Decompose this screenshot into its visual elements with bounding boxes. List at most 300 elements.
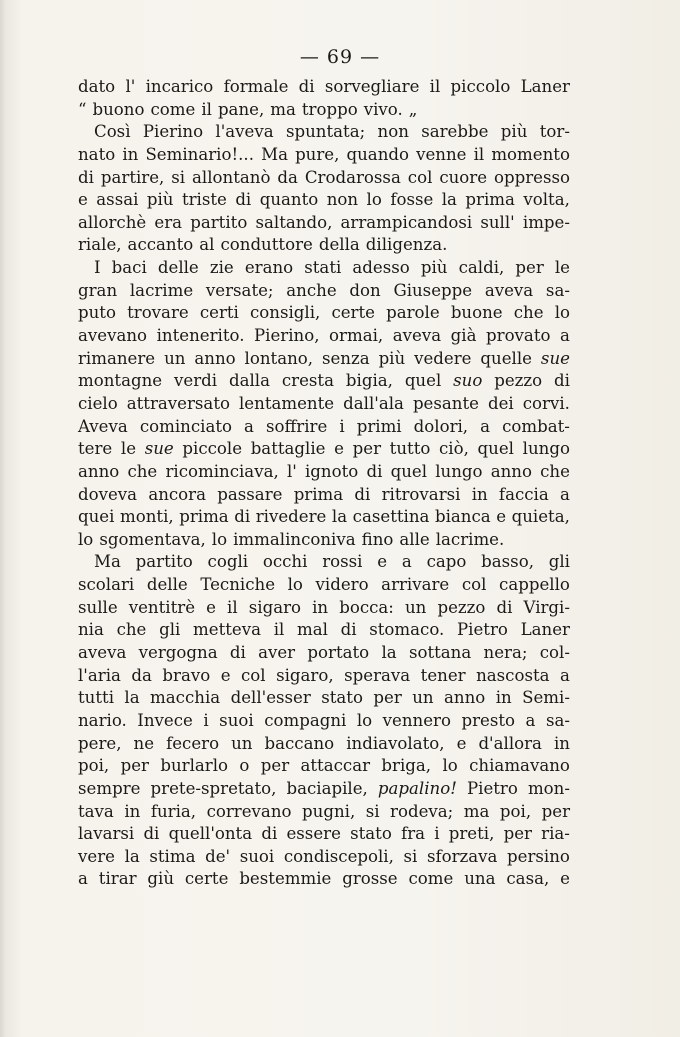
word: lontano, <box>244 348 314 368</box>
word: sottana <box>408 643 472 663</box>
word: il <box>201 99 212 119</box>
word: monti, <box>119 507 174 527</box>
word: per <box>515 258 544 278</box>
word: quel <box>477 439 514 459</box>
word: essere <box>286 824 341 844</box>
word: era <box>154 212 183 232</box>
word: per <box>541 801 570 821</box>
word: o <box>239 756 250 776</box>
word: de' <box>205 846 231 866</box>
word: Aveva <box>78 416 128 436</box>
word: sue <box>144 439 174 459</box>
word: corvi. <box>522 393 570 413</box>
word: più <box>378 348 406 368</box>
word: certe <box>331 303 375 323</box>
word: Invece <box>137 710 193 730</box>
word: le <box>120 439 137 459</box>
word: a <box>401 552 412 572</box>
text-line <box>78 325 570 348</box>
word: quel <box>390 461 428 481</box>
word: stato <box>350 824 392 844</box>
word: don <box>349 280 381 300</box>
word: venne <box>416 144 467 164</box>
word: vedere <box>414 348 472 368</box>
word: a <box>78 869 88 889</box>
text-line <box>78 506 570 529</box>
word: furia, <box>150 801 197 821</box>
word: gli <box>548 552 570 572</box>
word: di <box>298 77 315 96</box>
word: certi <box>199 303 239 323</box>
word: lo <box>366 190 382 210</box>
word: partire, <box>100 167 165 187</box>
word: i <box>339 416 345 436</box>
word: Laner <box>520 77 570 96</box>
word: una <box>464 869 496 889</box>
word: anno <box>444 688 486 708</box>
word: che <box>540 461 570 481</box>
word: e <box>220 665 231 685</box>
word: quei <box>78 507 115 527</box>
text-line <box>78 76 570 99</box>
word: Tecniche <box>200 575 276 595</box>
word: alle <box>399 529 430 549</box>
word: dalla <box>228 371 270 391</box>
text-line <box>78 733 570 756</box>
word: gran <box>78 280 118 300</box>
word: Laner <box>520 620 570 640</box>
word: oppresso <box>493 167 570 187</box>
word: scolari <box>78 575 135 595</box>
page-number: — 69 — <box>299 46 381 68</box>
word: cuore <box>439 167 488 187</box>
word: anche <box>286 280 337 300</box>
body-text <box>78 76 570 891</box>
word: di <box>554 371 570 391</box>
word: di <box>229 643 246 663</box>
word: più <box>420 258 448 278</box>
word: bravo <box>162 665 211 685</box>
word: accanto <box>127 235 194 255</box>
word: anno <box>78 461 120 481</box>
word: sa- <box>545 710 570 730</box>
word: nascosta <box>476 665 550 685</box>
word: sperava <box>344 665 411 685</box>
word: ignoto <box>305 461 359 481</box>
word: momento <box>491 144 570 164</box>
word: bestemmie <box>239 869 332 889</box>
word: lacrime. <box>435 529 505 549</box>
word: cappello <box>499 575 570 595</box>
word: in <box>122 144 139 164</box>
word: di <box>143 824 160 844</box>
word: avevano <box>78 326 148 346</box>
text-line <box>78 438 570 461</box>
word: lo <box>211 529 228 549</box>
word: bigia, <box>345 371 393 391</box>
word: „ <box>408 99 418 119</box>
word: sgomentava, <box>99 529 206 549</box>
word: Ma <box>261 144 288 164</box>
word: tutti <box>78 688 114 708</box>
text-line <box>78 484 570 507</box>
word: bianca <box>434 507 491 527</box>
word: di <box>235 190 252 210</box>
word: prima <box>465 190 515 210</box>
word: l' <box>125 77 136 96</box>
word: fino <box>361 529 394 549</box>
text-line <box>78 687 570 710</box>
word: un <box>412 688 434 708</box>
word: Semi- <box>522 688 570 708</box>
word: ria- <box>541 824 570 844</box>
word: incarico <box>145 77 214 96</box>
word: un <box>164 348 186 368</box>
word: non <box>377 122 409 142</box>
word: per <box>352 439 382 459</box>
word: a <box>559 484 570 504</box>
word: stato <box>321 688 363 708</box>
word: al <box>199 235 215 255</box>
word: verdi <box>174 371 218 391</box>
word: Pietro <box>457 620 508 640</box>
word: tor- <box>539 122 570 142</box>
word: partito <box>135 552 193 572</box>
text-line <box>78 212 570 235</box>
word: per <box>260 756 290 776</box>
word: col <box>461 575 487 595</box>
word: cogli <box>207 552 249 572</box>
word: a <box>560 665 570 685</box>
text-line <box>78 778 570 801</box>
word: l' <box>286 461 297 481</box>
word: ne <box>133 733 155 753</box>
word: quell'onta <box>168 824 253 844</box>
word: ma <box>270 99 296 119</box>
word: volta, <box>523 190 570 210</box>
word: intenerito. <box>156 326 245 346</box>
word: arrivare <box>381 575 450 595</box>
word: mon- <box>527 778 570 798</box>
word: casa, <box>506 869 550 889</box>
word: senza <box>321 348 370 368</box>
word: il <box>227 597 238 617</box>
word: in <box>312 597 329 617</box>
word: doveva <box>78 484 138 504</box>
word: poi, <box>499 801 532 821</box>
word: dolori, <box>413 416 469 436</box>
word: compagni <box>264 710 347 730</box>
word: Virgi- <box>523 597 570 617</box>
word: sa- <box>545 280 570 300</box>
word: tere <box>78 439 113 459</box>
word: sulle <box>78 597 118 617</box>
word: partito <box>190 212 248 232</box>
word: occhi <box>262 552 308 572</box>
word: baccano <box>264 733 335 753</box>
word: primi <box>356 416 402 436</box>
word: la <box>381 643 397 663</box>
word: allorchè <box>78 212 147 232</box>
word: “ <box>78 99 87 119</box>
word: l'aveva <box>215 122 274 142</box>
word: suoi <box>239 846 275 866</box>
word: e <box>456 733 467 753</box>
word: tener <box>420 665 466 685</box>
word: I <box>94 258 101 278</box>
word: sigaro <box>248 597 302 617</box>
word: papalino! <box>377 778 457 798</box>
word: la <box>441 190 457 210</box>
word: la <box>331 507 348 527</box>
word: ritrovarsi <box>381 484 461 504</box>
word: da <box>277 167 298 187</box>
text-line <box>78 868 570 891</box>
text-line <box>78 234 570 257</box>
word: di <box>234 507 251 527</box>
word: i <box>203 710 209 730</box>
word: preti, <box>448 824 495 844</box>
word: col <box>407 167 433 187</box>
word: e <box>78 190 88 210</box>
word: dato <box>78 77 116 96</box>
word: conduttore <box>220 235 313 255</box>
word: chiamavano <box>469 756 570 776</box>
word: provato <box>486 326 551 346</box>
word: vivo. <box>363 99 403 119</box>
word: quelle <box>480 348 532 368</box>
word: lo <box>442 756 458 776</box>
word: caldi, <box>458 258 505 278</box>
word: anno <box>490 461 532 481</box>
text-line <box>78 348 570 371</box>
word: nera; <box>483 643 528 663</box>
word: pesante <box>412 393 479 413</box>
word: di <box>366 461 383 481</box>
text-line <box>78 574 570 597</box>
text-line <box>78 280 570 303</box>
word: presto <box>461 710 516 730</box>
word: le <box>554 258 570 278</box>
word: e <box>496 507 507 527</box>
word: vennero <box>382 710 451 730</box>
word: dei <box>487 393 514 413</box>
text-line <box>78 257 570 280</box>
word: aveva <box>484 280 534 300</box>
word: buone <box>450 303 503 323</box>
word: delle <box>146 575 188 595</box>
word: quando <box>346 144 410 164</box>
text-line <box>78 710 570 733</box>
word: in <box>553 733 570 753</box>
word: suo <box>453 371 483 391</box>
word: in <box>495 688 512 708</box>
word: che <box>127 461 158 481</box>
text-line <box>78 121 570 144</box>
word: consigli, <box>250 303 321 323</box>
word: si <box>171 167 186 187</box>
word: prima <box>179 507 229 527</box>
word: Così <box>94 122 131 142</box>
word: più <box>146 190 174 210</box>
word: ricominciava, <box>165 461 279 481</box>
word: giù <box>147 869 175 889</box>
word: poi, <box>78 756 110 776</box>
text-line <box>78 846 570 869</box>
word: fosse <box>390 190 434 210</box>
word: dell'esser <box>230 688 311 708</box>
word: nia <box>78 620 104 640</box>
word: sull' <box>480 212 515 232</box>
word: più <box>500 122 528 142</box>
word: correvano <box>206 801 292 821</box>
word: tirar <box>98 869 137 889</box>
word: che <box>513 303 544 323</box>
word: prima <box>293 484 344 504</box>
word: per <box>503 824 532 844</box>
word: sue <box>540 348 570 368</box>
word: persino <box>507 846 570 866</box>
word: di <box>261 824 278 844</box>
text-line <box>78 461 570 484</box>
word: arrampicandosi <box>340 212 473 232</box>
word: gli <box>159 620 181 640</box>
word: baciapile, <box>286 778 368 798</box>
word: combat- <box>502 416 570 436</box>
word: allontanò <box>192 167 271 187</box>
word: condiscepoli, <box>283 846 394 866</box>
word: ventitrè <box>128 597 196 617</box>
word: lentamente <box>239 393 335 413</box>
word: faccia <box>498 484 549 504</box>
text-line <box>78 302 570 325</box>
word: triste <box>181 190 227 210</box>
word: Seminario!... <box>145 144 254 164</box>
word: bocca: <box>339 597 394 617</box>
word: aver <box>258 643 296 663</box>
word: quanto <box>259 190 319 210</box>
word: un <box>231 733 253 753</box>
word: lo <box>78 529 94 549</box>
word: pezzo <box>437 597 486 617</box>
word: casettina <box>352 507 430 527</box>
text-line <box>78 665 570 688</box>
word: metteva <box>193 620 261 640</box>
word: lo <box>554 303 570 323</box>
word: Pierino, <box>254 326 320 346</box>
word: nario. <box>78 710 127 730</box>
word: di <box>496 597 513 617</box>
word: di <box>340 620 357 640</box>
word: lavarsi <box>78 824 135 844</box>
word: cielo <box>78 393 118 413</box>
word: vere <box>78 846 115 866</box>
word: rivedere <box>255 507 327 527</box>
word: Crodarossa <box>304 167 401 187</box>
text-line <box>78 551 570 574</box>
word: piccole <box>182 439 243 459</box>
word: il <box>429 77 441 96</box>
word: sigaro, <box>276 665 334 685</box>
word: passare <box>217 484 283 504</box>
text-line <box>78 823 570 846</box>
word: di <box>354 484 371 504</box>
text-line <box>78 189 570 212</box>
word: quel <box>404 371 442 391</box>
word: ma <box>463 801 490 821</box>
word: sarebbe <box>421 122 489 142</box>
word: non <box>326 190 359 210</box>
word: Ma <box>94 552 121 572</box>
text-line <box>78 99 570 122</box>
word: vergogna <box>138 643 218 663</box>
word: attraversato <box>126 393 230 413</box>
text-line <box>78 416 570 439</box>
word: ormai, <box>329 326 384 346</box>
word: videro <box>315 575 369 595</box>
word: aveva <box>392 326 442 346</box>
word: Pietro <box>466 778 518 798</box>
word: fra <box>401 824 426 844</box>
word: in <box>471 484 488 504</box>
text-line <box>78 619 570 642</box>
word: si <box>403 846 418 866</box>
word: troppo <box>301 99 358 119</box>
word: col- <box>539 643 570 663</box>
word: e <box>560 869 570 889</box>
word: per <box>373 688 402 708</box>
word: sempre <box>78 778 141 798</box>
word: col <box>241 665 266 685</box>
text-line <box>78 167 570 190</box>
word: già <box>450 326 477 346</box>
word: piccolo <box>450 77 511 96</box>
word: pezzo <box>494 371 543 391</box>
word: d'allora <box>478 733 542 753</box>
word: aveva <box>78 643 127 663</box>
word: soffrire <box>266 416 328 436</box>
word: a <box>244 416 254 436</box>
word: e <box>206 597 216 617</box>
word: pugni, <box>302 801 356 821</box>
word: stomaco. <box>369 620 445 640</box>
word: cominciato <box>139 416 232 436</box>
word: zie <box>209 258 234 278</box>
word: Giuseppe <box>393 280 473 300</box>
word: puto <box>78 303 116 323</box>
word: tutto <box>389 439 431 459</box>
word: stati <box>304 258 342 278</box>
word: rodeva; <box>390 801 454 821</box>
word: Pierino <box>142 122 204 142</box>
word: immalinconiva <box>233 529 356 549</box>
word: a <box>480 416 491 436</box>
word: erano <box>244 258 294 278</box>
word: stima <box>149 846 196 866</box>
word: la <box>124 688 140 708</box>
text-line <box>78 370 570 393</box>
word: trovare <box>127 303 189 323</box>
text-line <box>78 642 570 665</box>
word: quieta, <box>511 507 570 527</box>
word: suoi <box>219 710 254 730</box>
word: a <box>525 710 536 730</box>
word: briga, <box>381 756 432 776</box>
word: burlarlo <box>160 756 228 776</box>
text-line <box>78 393 570 416</box>
word: parole <box>386 303 440 323</box>
word: cresta <box>281 371 334 391</box>
